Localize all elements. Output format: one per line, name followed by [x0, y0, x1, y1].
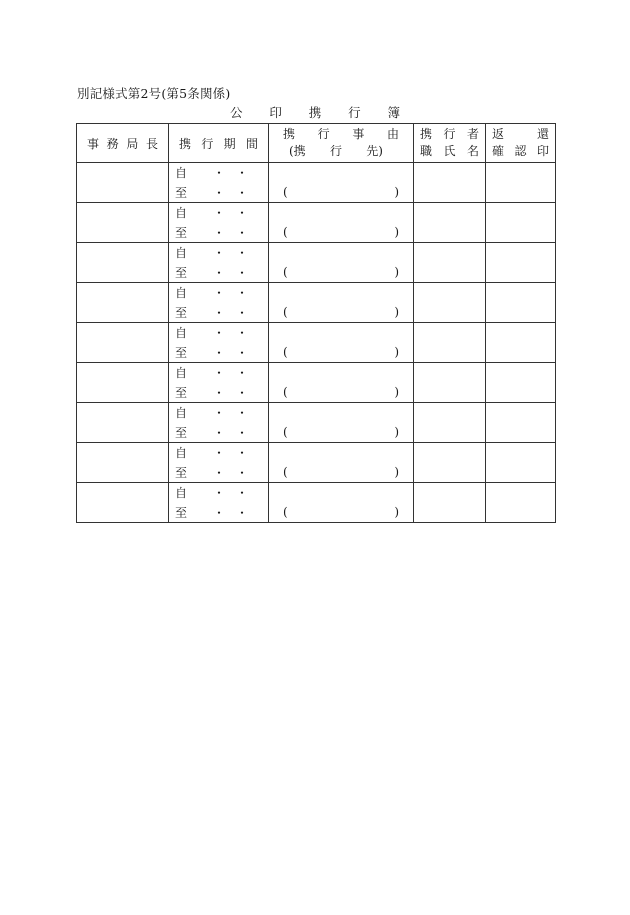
- date-separator: ・: [236, 206, 249, 221]
- date-separator: ・: [213, 286, 226, 301]
- date-separator: ・: [213, 345, 226, 360]
- header-char: 先): [366, 144, 383, 158]
- reason-line: [269, 203, 413, 223]
- period-from-label: 自: [175, 206, 188, 221]
- date-separator: ・: [213, 166, 226, 181]
- reason-line: [269, 243, 413, 263]
- period-cell[interactable]: [169, 323, 269, 363]
- period-to-line: [169, 423, 268, 443]
- header-carrier: [414, 124, 486, 163]
- header-char: 携: [179, 136, 192, 151]
- period-to-label: 至: [175, 265, 188, 280]
- destination-line: [269, 183, 413, 203]
- period-to-line: [169, 383, 268, 403]
- destination-line: [269, 263, 413, 283]
- header-char: 認: [514, 144, 527, 158]
- period-to-label: 至: [175, 305, 188, 320]
- header-text-director: [77, 135, 168, 152]
- paren-open: (: [283, 505, 288, 520]
- period-to-line: [169, 343, 268, 363]
- destination-parentheses: [283, 425, 399, 439]
- date-separator: ・: [236, 465, 249, 480]
- period-cell[interactable]: [169, 283, 269, 323]
- period-to-line: [169, 463, 268, 483]
- date-separator: ・: [213, 446, 226, 461]
- return-confirm-cell[interactable]: [486, 483, 556, 523]
- header-char: 返: [492, 127, 505, 141]
- director-seal-cell[interactable]: [77, 363, 169, 403]
- reason-line: [269, 323, 413, 343]
- period-from-label: 自: [175, 366, 188, 381]
- date-separator: ・: [236, 425, 249, 440]
- carrier-name-cell[interactable]: [414, 403, 486, 443]
- date-separator: ・: [236, 246, 249, 261]
- destination-parentheses: [283, 465, 399, 479]
- header-char: 名: [466, 144, 479, 158]
- reason-line: [269, 403, 413, 423]
- header-char: 還: [536, 127, 549, 141]
- header-char: 者: [466, 127, 479, 141]
- return-confirm-cell[interactable]: [486, 403, 556, 443]
- title-char: 公: [230, 105, 243, 120]
- header-director: [77, 124, 169, 163]
- header-char: 行: [443, 127, 456, 141]
- form-number-label: 別記様式第2号(第5条関係): [77, 86, 231, 101]
- header-text-period: [169, 135, 268, 152]
- header-char: 氏: [443, 144, 456, 158]
- reason-line: [269, 443, 413, 463]
- director-seal-cell[interactable]: [77, 483, 169, 523]
- destination-parentheses: [283, 505, 399, 519]
- title-char: 印: [269, 105, 282, 120]
- reason-cell[interactable]: [269, 283, 414, 323]
- paren-open: (: [283, 185, 288, 200]
- director-seal-cell[interactable]: [77, 403, 169, 443]
- destination-parentheses: [283, 225, 399, 239]
- carrier-name-cell[interactable]: [414, 363, 486, 403]
- reason-cell[interactable]: [269, 483, 414, 523]
- director-seal-cell[interactable]: [77, 323, 169, 363]
- carrier-name-cell[interactable]: [414, 283, 486, 323]
- paren-close: ): [394, 465, 399, 480]
- paren-close: ): [394, 225, 399, 240]
- date-separator: ・: [213, 206, 226, 221]
- return-confirm-cell[interactable]: [486, 323, 556, 363]
- date-separator: ・: [213, 486, 226, 501]
- paren-close: ): [394, 505, 399, 520]
- header-char: (携: [289, 144, 306, 158]
- table-row: [77, 443, 556, 483]
- header-char: 行: [317, 127, 330, 141]
- return-confirm-cell[interactable]: [486, 243, 556, 283]
- destination-line: [269, 303, 413, 323]
- date-separator: ・: [213, 385, 226, 400]
- date-separator: ・: [213, 425, 226, 440]
- period-to-line: [169, 263, 268, 283]
- carrier-name-cell[interactable]: [414, 163, 486, 203]
- date-separator: ・: [236, 286, 249, 301]
- header-char: 確: [492, 144, 505, 158]
- table-row: [77, 403, 556, 443]
- header-char: 長: [145, 136, 158, 151]
- date-separator: ・: [213, 225, 226, 240]
- period-to-label: 至: [175, 345, 188, 360]
- period-cell[interactable]: [169, 443, 269, 483]
- date-separator: ・: [236, 366, 249, 381]
- reason-cell[interactable]: [269, 363, 414, 403]
- period-cell[interactable]: [169, 203, 269, 243]
- date-separator: ・: [236, 305, 249, 320]
- period-cell[interactable]: [169, 163, 269, 203]
- reason-cell[interactable]: [269, 203, 414, 243]
- date-separator: ・: [213, 505, 226, 520]
- period-to-label: 至: [175, 505, 188, 520]
- carrier-name-cell[interactable]: [414, 243, 486, 283]
- header-text-return-line1: [486, 126, 555, 143]
- paren-open: (: [283, 345, 288, 360]
- return-confirm-cell[interactable]: [486, 443, 556, 483]
- reason-line: [269, 363, 413, 383]
- destination-line: [269, 503, 413, 523]
- date-separator: ・: [213, 326, 226, 341]
- return-confirm-cell[interactable]: [486, 203, 556, 243]
- header-char: 由: [386, 127, 399, 141]
- header-char: 行: [329, 144, 342, 158]
- reason-cell[interactable]: [269, 323, 414, 363]
- header-text-reason-line1: [269, 126, 413, 143]
- date-separator: ・: [236, 166, 249, 181]
- paren-open: (: [283, 305, 288, 320]
- date-separator: ・: [213, 366, 226, 381]
- date-separator: ・: [213, 305, 226, 320]
- period-to-line: [169, 503, 268, 523]
- reason-line: [269, 283, 413, 303]
- destination-parentheses: [283, 305, 399, 319]
- header-row: [77, 124, 556, 163]
- date-separator: ・: [236, 185, 249, 200]
- director-seal-cell[interactable]: [77, 283, 169, 323]
- period-from-line: [169, 483, 268, 503]
- period-to-label: 至: [175, 185, 188, 200]
- reason-cell[interactable]: [269, 443, 414, 483]
- header-char: 行: [201, 136, 214, 151]
- date-separator: ・: [213, 185, 226, 200]
- period-to-line: [169, 303, 268, 323]
- title-char: 行: [348, 105, 361, 120]
- document-title: [230, 103, 400, 121]
- date-separator: ・: [236, 225, 249, 240]
- header-char: 事: [87, 136, 100, 151]
- date-separator: ・: [236, 486, 249, 501]
- paren-open: (: [283, 385, 288, 400]
- destination-line: [269, 423, 413, 443]
- date-separator: ・: [213, 406, 226, 421]
- destination-line: [269, 343, 413, 363]
- return-confirm-cell[interactable]: [486, 363, 556, 403]
- period-from-line: [169, 163, 268, 183]
- period-from-line: [169, 283, 268, 303]
- date-separator: ・: [213, 246, 226, 261]
- period-cell[interactable]: [169, 483, 269, 523]
- header-char: 事: [352, 127, 365, 141]
- date-separator: ・: [236, 505, 249, 520]
- period-cell[interactable]: [169, 403, 269, 443]
- header-char: 務: [106, 136, 119, 151]
- table-row: [77, 483, 556, 523]
- header-reason: [269, 124, 414, 163]
- period-to-label: 至: [175, 225, 188, 240]
- date-separator: ・: [213, 265, 226, 280]
- destination-parentheses: [283, 185, 399, 199]
- header-text-carrier-line1: [414, 126, 485, 143]
- carrier-name-cell[interactable]: [414, 443, 486, 483]
- period-to-line: [169, 223, 268, 243]
- table-row: [77, 163, 556, 203]
- table-row: [77, 243, 556, 283]
- period-from-label: 自: [175, 486, 188, 501]
- paren-close: ): [394, 345, 399, 360]
- carrier-name-cell[interactable]: [414, 203, 486, 243]
- header-text-reason-line2: [269, 143, 413, 160]
- period-from-line: [169, 403, 268, 423]
- date-separator: ・: [213, 465, 226, 480]
- director-seal-cell[interactable]: [77, 243, 169, 283]
- header-period: [169, 124, 269, 163]
- date-separator: ・: [236, 446, 249, 461]
- destination-line: [269, 383, 413, 403]
- title-char: 携: [308, 105, 322, 120]
- destination-line: [269, 463, 413, 483]
- director-seal-cell[interactable]: [77, 163, 169, 203]
- reason-cell[interactable]: [269, 403, 414, 443]
- destination-parentheses: [283, 345, 399, 359]
- paren-close: ): [394, 385, 399, 400]
- seal-carry-ledger-table: [76, 123, 556, 523]
- period-from-line: [169, 203, 268, 223]
- period-from-line: [169, 243, 268, 263]
- paren-close: ): [394, 425, 399, 440]
- table-row: [77, 323, 556, 363]
- date-separator: ・: [236, 406, 249, 421]
- paren-open: (: [283, 465, 288, 480]
- header-char: 携: [283, 127, 296, 141]
- paren-open: (: [283, 265, 288, 280]
- header-return-confirm: [486, 124, 556, 163]
- date-separator: ・: [236, 326, 249, 341]
- period-to-label: 至: [175, 465, 188, 480]
- period-from-line: [169, 323, 268, 343]
- header-char: 局: [126, 136, 139, 151]
- table-row: [77, 283, 556, 323]
- header-char: 携: [420, 127, 433, 141]
- paren-close: ): [394, 185, 399, 200]
- header-char: 間: [245, 136, 258, 151]
- return-confirm-cell[interactable]: [486, 163, 556, 203]
- destination-parentheses: [283, 385, 399, 399]
- period-from-label: 自: [175, 326, 188, 341]
- header-char: 職: [420, 144, 433, 158]
- paren-close: ): [394, 265, 399, 280]
- destination-line: [269, 223, 413, 243]
- period-to-label: 至: [175, 425, 188, 440]
- table-row: [77, 203, 556, 243]
- carrier-name-cell[interactable]: [414, 323, 486, 363]
- period-from-line: [169, 363, 268, 383]
- return-confirm-cell[interactable]: [486, 283, 556, 323]
- reason-cell[interactable]: [269, 163, 414, 203]
- title-char: 簿: [387, 105, 400, 120]
- paren-open: (: [283, 425, 288, 440]
- period-from-label: 自: [175, 246, 188, 261]
- date-separator: ・: [236, 265, 249, 280]
- director-seal-cell[interactable]: [77, 203, 169, 243]
- director-seal-cell[interactable]: [77, 443, 169, 483]
- period-from-label: 自: [175, 166, 188, 181]
- paren-close: ): [394, 305, 399, 320]
- period-cell[interactable]: [169, 363, 269, 403]
- reason-line: [269, 163, 413, 183]
- reason-line: [269, 483, 413, 503]
- paren-open: (: [283, 225, 288, 240]
- date-separator: ・: [236, 345, 249, 360]
- header-char: 印: [536, 144, 549, 158]
- carrier-name-cell[interactable]: [414, 483, 486, 523]
- header-text-carrier-line2: [414, 143, 485, 160]
- date-separator: ・: [236, 385, 249, 400]
- period-from-label: 自: [175, 406, 188, 421]
- reason-cell[interactable]: [269, 243, 414, 283]
- period-to-line: [169, 183, 268, 203]
- period-cell[interactable]: [169, 243, 269, 283]
- period-from-label: 自: [175, 446, 188, 461]
- period-from-line: [169, 443, 268, 463]
- period-from-label: 自: [175, 286, 188, 301]
- header-char: 期: [223, 136, 236, 151]
- table-row: [77, 363, 556, 403]
- destination-parentheses: [283, 265, 399, 279]
- header-text-return-line2: [486, 143, 555, 160]
- period-to-label: 至: [175, 385, 188, 400]
